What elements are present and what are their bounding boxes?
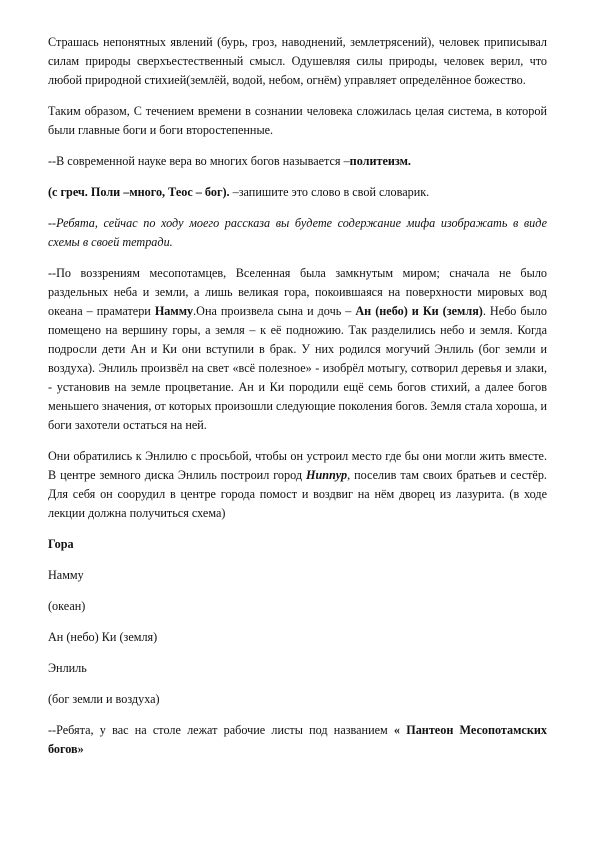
worksheets-text: --Ребята, у вас на столе лежат рабочие листы под названием (48, 723, 394, 737)
paragraph-system: Таким образом, С течением времени в сознании человека сложилась целая система, в которой были главные боги и боги второстепенные. (48, 104, 547, 137)
polytheism-term: политеизм. (349, 154, 411, 168)
myth-text-3: . Небо было помещено на вершину горы, а земля – к её подножию. Так разделились небо и земля. Когда подросли дети Ан и Ки они вступили в брак. У них родился могучий Энлиль (бог земли и воздуха). Энлиль произвёл на свет «всё полезное» - изобрёл мотыгу, сотворил деревья и злаки, - установив на земле процветание. Ан и Ки породили ещё семь богов стихий, а далее богов меньшего значения, от которых произошли следующие поколения богов. Земля стала хороша, и боги захотели остаться на ней. (48, 304, 547, 432)
paragraph-myth (48, 264, 547, 435)
nippur-text-2: , поселив там своих братьев и сестёр. Для себя он соорудил в центре города помост и воздвиг на нём дворец из лазурита. (в ходе лекции должна получиться схема) (48, 468, 547, 520)
an-ki-names: Ан (небо) и Ки (земля) (355, 304, 483, 318)
scheme-item-ocean: (океан) (48, 599, 86, 613)
worksheets-title: « Пантеон Месопотамских богов» (48, 723, 547, 756)
paragraph-nippur (48, 447, 547, 523)
scheme-item-enlil-role: (бог земли и воздуха) (48, 692, 160, 706)
scheme-item-an-ki: Ан (небо) Ки (земля) (48, 630, 158, 644)
etymology-text: (с греч. Поли –много, Теос – бог). (48, 185, 230, 199)
scheme-item-enlil: Энлиль (48, 661, 87, 675)
paragraph-polytheism (48, 152, 547, 171)
paragraph-worksheets (48, 721, 547, 759)
nippur-city-name: Ниппур (305, 468, 348, 482)
paragraph-intro: Страшась непонятных явлений (бурь, гроз, наводнений, землетрясений), человек приписывал силам природы сверхъестественный смысл. Одушевляя силы природы, человек верил, что любой природной стихией(землёй, водой, небом, огнём) управляет определённое божество. (48, 35, 547, 87)
scheme-instruction-text: --Ребята, сейчас по ходу моего рассказа вы будете содержание мифа изображать в виде схемы в своей тетради. (48, 216, 547, 249)
polytheism-text: --В современной науке вера во многих богов называется – (48, 154, 350, 168)
mountain-label: Гора (48, 537, 74, 551)
myth-text-2: .Она произвела сына и дочь – (193, 304, 356, 318)
nippur-text-1: Они обратились к Энлилю с просьбой, чтобы он устроил место где бы они могли жить вместе. В центре земного диска Энлиль построил город (48, 449, 547, 482)
paragraph-etymology (48, 183, 547, 202)
scheme-item-mountain (48, 535, 547, 554)
myth-text-1: --По воззрениям месопотамцев, Вселенная была замкнутым миром; сначала не было раздельных неба и земли, а лишь великая гора, покоившаяся на поверхности мировых вод океана – праматери (48, 266, 547, 318)
scheme-item-namma: Намму (48, 568, 84, 582)
paragraph-scheme-instruction (48, 214, 547, 252)
namma-name: Намму (154, 304, 194, 318)
dictionary-instruction: –запишите это слово в свой словарик. (229, 185, 430, 199)
